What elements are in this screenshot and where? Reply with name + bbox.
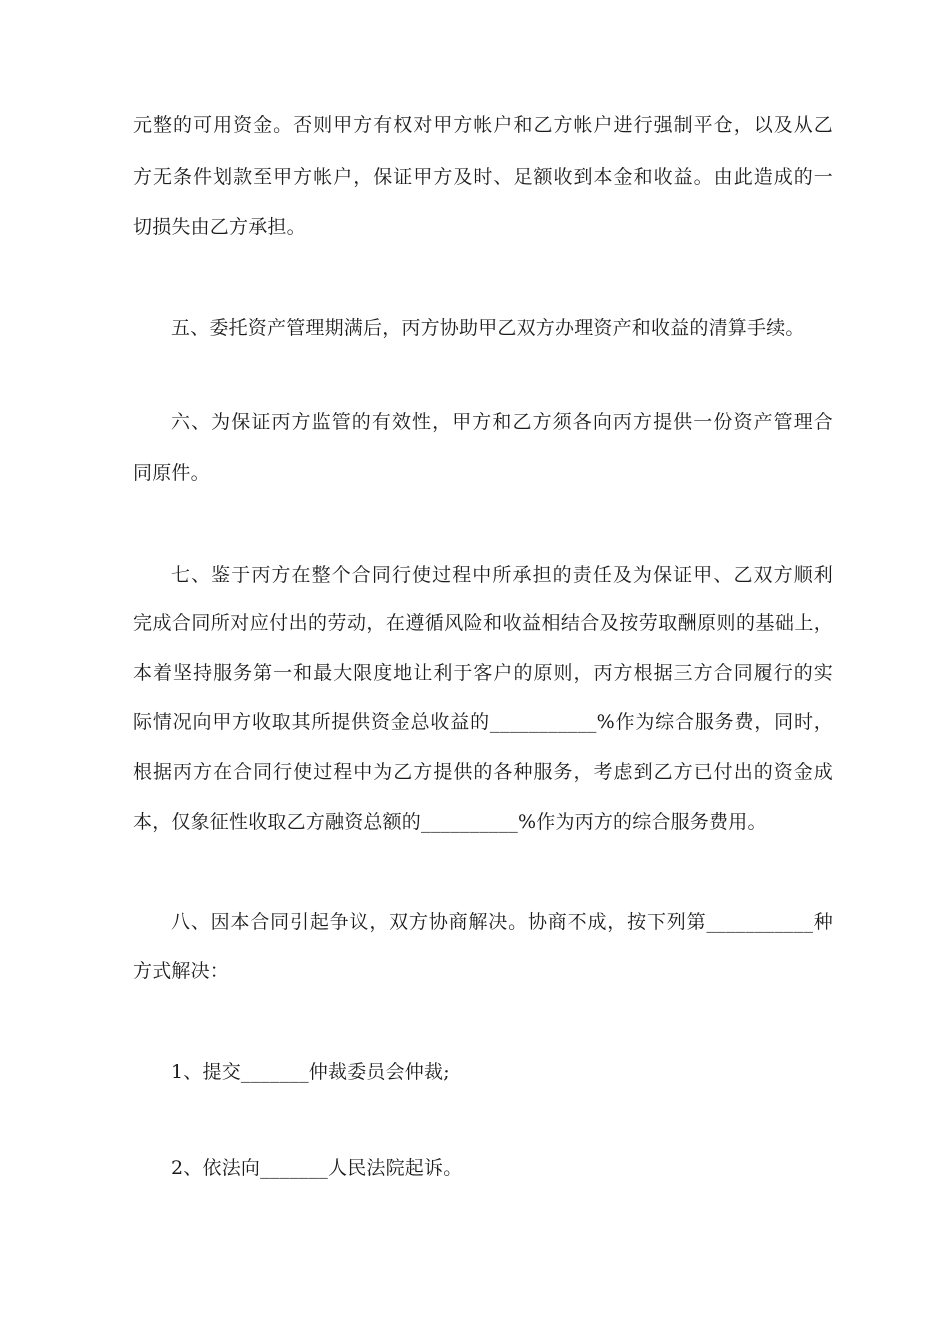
clause-8-line-1: 八、因本合同引起争议，双方协商解决。协商不成，按下列第___________种 xyxy=(171,911,833,933)
clause-5: 五、委托资产管理期满后，丙方协助甲乙双方办理资产和收益的清算手续。 xyxy=(171,317,805,339)
clause-7-line-1: 七、鉴于丙方在整个合同行使过程中所承担的责任及为保证甲、乙双方顺利 xyxy=(171,564,833,586)
option-1: 1、提交_______仲裁委员会仲裁; xyxy=(171,1061,450,1083)
option-2: 2、依法向_______人民法院起诉。 xyxy=(171,1157,463,1179)
paragraph-4-line-2: 方无条件划款至甲方帐户，保证甲方及时、足额收到本金和收益。由此造成的一 xyxy=(133,166,833,188)
clause-7-line-6: 本，仅象征性收取乙方融资总额的__________%作为丙方的综合服务费用。 xyxy=(133,811,767,833)
paragraph-4-line-1: 元整的可用资金。否则甲方有权对甲方帐户和乙方帐户进行强制平仓，以及从乙 xyxy=(133,114,833,136)
clause-6-line-1: 六、为保证丙方监管的有效性，甲方和乙方须各向丙方提供一份资产管理合 xyxy=(171,411,833,433)
clause-7-line-5: 根据丙方在合同行使过程中为乙方提供的各种服务，考虑到乙方已付出的资金成 xyxy=(133,761,833,783)
clause-8-line-2: 方式解决： xyxy=(133,960,230,982)
clause-6-line-2: 同原件。 xyxy=(133,462,210,484)
clause-7-line-3: 本着坚持服务第一和最大限度地让利于客户的原则，丙方根据三方合同履行的实 xyxy=(133,662,833,684)
clause-7-line-4: 际情况向甲方收取其所提供资金总收益的___________%作为综合服务费，同时， xyxy=(133,711,833,733)
clause-7-line-2: 完成合同所对应付出的劳动，在遵循风险和收益相结合及按劳取酬原则的基础上， xyxy=(133,612,833,634)
paragraph-4-line-3: 切损失由乙方承担。 xyxy=(133,216,306,238)
